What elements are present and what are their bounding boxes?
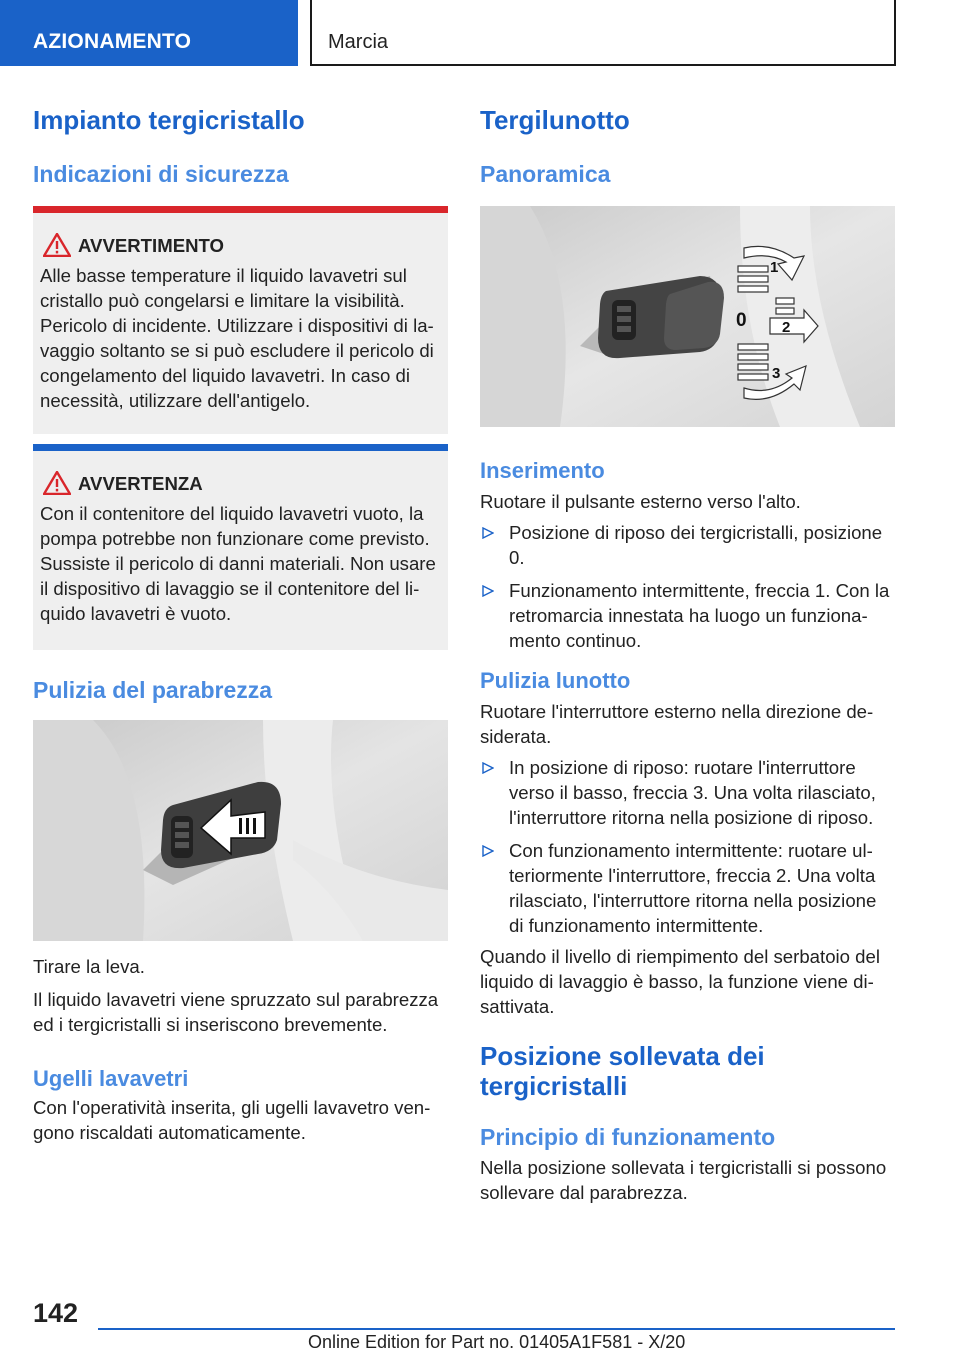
footer-edition: Online Edition for Part no. 01405A1F581 - X/20 xyxy=(308,1332,686,1352)
heading-rear-window-cleaning: Pulizia lunotto xyxy=(480,668,631,693)
footer-divider xyxy=(98,1328,895,1330)
caution-triangle-icon xyxy=(43,471,71,495)
diagram-label-3: 3 xyxy=(772,365,781,382)
activation-text: Ruotare il pulsante esterno verso l'alto. xyxy=(480,491,801,512)
left-column xyxy=(33,100,448,1145)
nozzles-text: Con l'operatività inserita, gli ugelli lavavetro vengono riscaldati automaticamente. xyxy=(33,1097,431,1143)
list-item: Funzionamento intermittente, freccia 1. Con la retromarcia innestata ha luogo un funzionamento continuo. xyxy=(480,578,895,653)
right-column xyxy=(480,100,895,1205)
principle-text: Nella posizione sollevata i tergicristalli si possono sollevare dal parabrezza. xyxy=(480,1157,887,1203)
rear-wiper-diagram xyxy=(480,206,895,427)
page-header xyxy=(0,0,960,66)
fluid-level-text: Quando il livello di riempimento del serbatoio del liquido di lavaggio è basso, la funzione viene disattivata. xyxy=(480,946,880,1017)
warning-box-notice xyxy=(33,444,448,650)
heading-activation: Inserimento xyxy=(480,458,605,483)
notice-title: AVVERTENZA xyxy=(78,473,203,494)
rear-cleaning-list xyxy=(480,755,895,938)
heading-wiper-system: Impianto tergicristallo xyxy=(33,105,305,135)
bullet-arrow-icon xyxy=(482,585,494,597)
bullet-arrow-icon xyxy=(482,527,494,539)
activation-list xyxy=(480,520,895,653)
warning-bar-blue xyxy=(33,444,448,451)
wiper-lever-image xyxy=(33,720,448,941)
bullet-arrow-icon xyxy=(482,762,494,774)
warning-title: AVVERTIMENTO xyxy=(78,235,225,256)
diagram-label-1: 1 xyxy=(770,259,779,276)
warning-bar-red xyxy=(33,206,448,213)
pull-lever-text: Tirare la leva. xyxy=(33,956,145,977)
heading-rear-wiper: Tergilunotto xyxy=(480,105,630,135)
heading-windshield-cleaning: Pulizia del parabrezza xyxy=(33,677,273,703)
diagram-label-2: 2 xyxy=(782,319,791,336)
warning-triangle-icon xyxy=(43,233,71,257)
heading-overview: Panoramica xyxy=(480,161,611,187)
list-item: Posizione di riposo dei tergicristalli, posizione 0. xyxy=(480,520,895,570)
section-tab: AZIONAMENTO xyxy=(0,0,298,66)
list-item: Con funzionamento intermittente: ruotare ulteriormente l'interruttore, freccia 2. Una volta rilasciato, l'interruttore ritorna nella posizione di funzionamento intermittente. xyxy=(480,838,895,938)
bullet-arrow-icon xyxy=(482,845,494,857)
warning-text: Alle basse temperature il liquido lavavetri sul cristallo può congelarsi e limitare la visibilità. Pericolo di incidente. Utilizzare i dispositivi di lavaggio soltanto se si può escludere il pericolo di congelamento del liquido lavavetri. In caso di necessità, utilizzare dell'antigelo. xyxy=(40,265,434,411)
notice-text: Con il contenitore del liquido lavavetri vuoto, la pompa potrebbe non funzionare come previsto. Sussiste il pericolo di danni materiali. Non usare il dispositivo di lavaggio se il contenitore del liquido lavavetri è vuoto. xyxy=(40,503,436,624)
rear-wiper-illustration xyxy=(480,206,895,427)
heading-raised-position: Posizione sollevata dei tergicristalli xyxy=(480,1041,765,1101)
lever-illustration xyxy=(33,720,448,941)
spray-text: Il liquido lavavetri viene spruzzato sul parabrezza ed i tergicristalli si inseriscono brevemente. xyxy=(33,989,439,1035)
rear-cleaning-text: Ruotare l'interruttore esterno nella direzione desiderata. xyxy=(480,701,874,747)
chapter-title: Marcia xyxy=(310,0,896,66)
list-item: In posizione di riposo: ruotare l'interruttore verso il basso, freccia 3. Una volta rilasciato, l'interruttore ritorna nella posizione di riposo. xyxy=(480,755,895,830)
warning-box-danger xyxy=(33,206,448,434)
heading-safety: Indicazioni di sicurezza xyxy=(33,161,289,187)
heading-washer-nozzles: Ugelli lavavetri xyxy=(33,1066,189,1091)
page-number: 142 xyxy=(33,1298,79,1328)
diagram-label-0: 0 xyxy=(736,310,747,331)
heading-principle: Principio di funzionamento xyxy=(480,1124,776,1150)
